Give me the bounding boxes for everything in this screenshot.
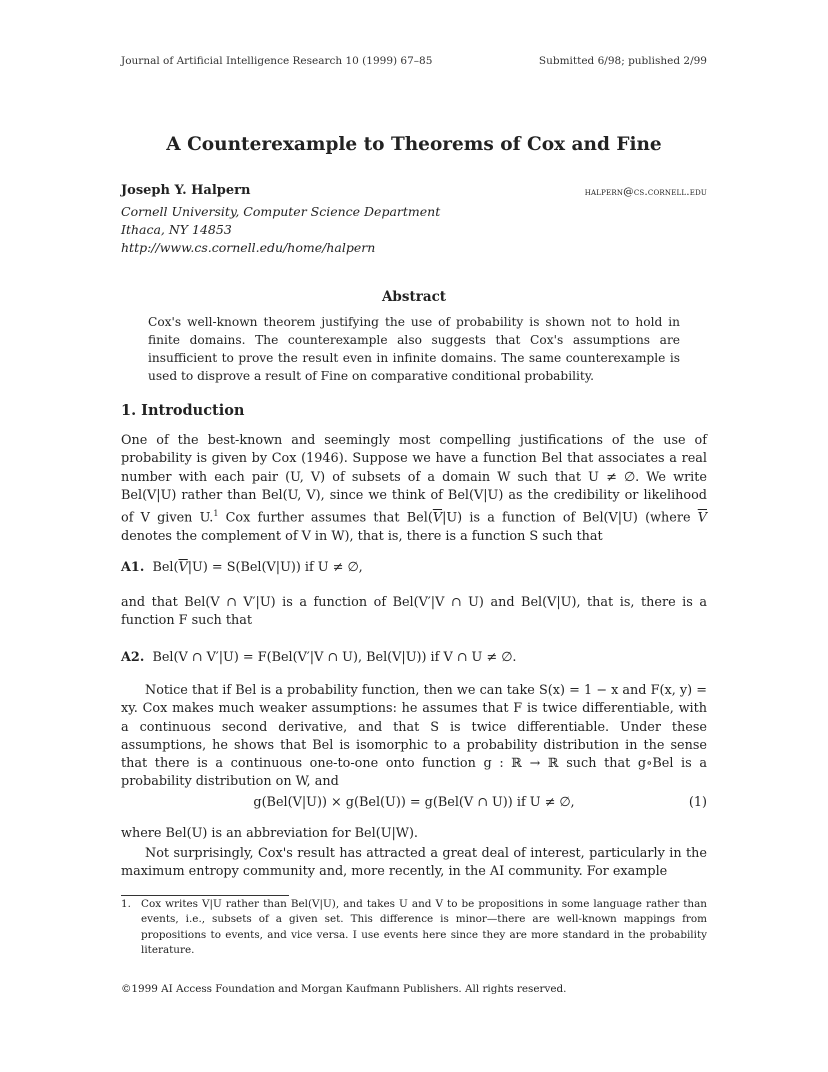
running-header-journal: Journal of Artificial Intelligence Research 10 (1999) 67–85 bbox=[121, 55, 433, 67]
axiom-a2-text: Bel(V ∩ V′|U) = F(Bel(V′|V ∩ U), Bel(V|U)) if V ∩ U ≠ ∅. bbox=[152, 650, 517, 665]
complement-v-2: $\overline{V}$ bbox=[697, 510, 707, 526]
intro-paragraph-4: where Bel(U) is an abbreviation for Bel(U|W). bbox=[121, 826, 419, 841]
intro-p1-text-c: |U) is a function of Bel(V|U) (where bbox=[442, 510, 698, 526]
author-affiliation: Cornell University, Computer Science Department bbox=[121, 204, 441, 219]
intro-paragraph-3: Notice that if Bel is a probability function, then we can take S(x) = 1 − x and F(x, y) = xy. Cox makes much weaker assumptions: he assumes that F is twice differentiable, with a continuous second derivative, and that S is twice differentiable. Under these assumptions, he shows that Bel is isomorphic to a probability distribution in the sense that there is a continuous one-to-one onto function g : ℝ → ℝ such that g∘Bel is a probability distribution on W, and bbox=[121, 683, 707, 790]
axiom-a2-label: A2. bbox=[121, 650, 145, 665]
equation-1-body: g(Bel(V|U)) × g(Bel(U)) = g(Bel(V ∩ U)) if U ≠ ∅, bbox=[253, 795, 575, 810]
author-city: Ithaca, NY 14853 bbox=[121, 222, 232, 237]
axiom-a2 bbox=[121, 650, 516, 665]
intro-p1-text-b: Cox further assumes that Bel( bbox=[218, 510, 433, 526]
abstract-heading: Abstract bbox=[381, 289, 447, 305]
intro-paragraph-5: Not surprisingly, Cox's result has attracted a great deal of interest, particularly in the maximum entropy community and, more recently, in the AI community. For example bbox=[121, 846, 707, 880]
footnote bbox=[121, 897, 707, 959]
equation-1-number: (1) bbox=[688, 795, 707, 810]
author-email: halpern@cs.cornell.edu bbox=[584, 186, 707, 198]
footnote-rule bbox=[121, 895, 289, 896]
footnote-mark: 1 bbox=[213, 509, 219, 519]
abstract-body: Cox's well-known theorem justifying the use of probability is shown not to hold in finite domains. The counterexample also suggests that Cox's assumptions are insufficient to prove the result even in infinite domains. The same counterexample is used to disprove a result of Fine on comparative conditional probability. bbox=[148, 315, 680, 383]
axiom-a1 bbox=[121, 560, 363, 575]
equation-1 bbox=[121, 795, 707, 810]
section-heading: 1. Introduction bbox=[121, 402, 245, 419]
author-url: http://www.cs.cornell.edu/home/halpern bbox=[121, 240, 376, 255]
footnote-text: Cox writes V|U rather than Bel(V|U), and takes U and V to be propositions in some language rather than events, i.e., subsets of a given set. This difference is minor—there are well-known mappings from propositions to events, and vice versa. I use events here since they are more standard in the probability literature. bbox=[141, 898, 707, 957]
axiom-a1-post: |U) = S(Bel(V|U)) if U ≠ ∅, bbox=[187, 560, 363, 575]
axiom-a1-pre: Bel( bbox=[152, 560, 179, 575]
intro-p1-text-a: One of the best-known and seemingly most compelling justifications of the use of probability is given by Cox (1946). Suppose we have a function Bel that associates a real number with each pair (U, V) of subsets of a domain W such that U ≠ ∅. We write Bel(V|U) rather than Bel(U, V), since we think of Bel(V|U) as the credibility or likelihood of V given U. bbox=[121, 433, 707, 526]
axiom-a1-complement: $\overline{V}$ bbox=[178, 560, 188, 575]
author-name: Joseph Y. Halpern bbox=[121, 183, 251, 198]
intro-paragraph-1 bbox=[121, 432, 707, 546]
intro-p1-text-d: denotes the complement of V in W), that is, there is a function S such that bbox=[121, 528, 603, 544]
copyright-notice: ©1999 AI Access Foundation and Morgan Kaufmann Publishers. All rights reserved. bbox=[121, 983, 567, 995]
paper-title: A Counterexample to Theorems of Cox and Fine bbox=[166, 134, 662, 155]
intro-paragraph-2: and that Bel(V ∩ V′|U) is a function of Bel(V′|V ∩ U) and Bel(V|U), that is, there is a function F such that bbox=[121, 595, 707, 629]
axiom-a1-label: A1. bbox=[121, 560, 145, 575]
running-header-submitted: Submitted 6/98; published 2/99 bbox=[538, 55, 707, 67]
complement-v: $\overline{V}$ bbox=[432, 510, 443, 526]
footnote-number: 1. bbox=[121, 898, 131, 910]
